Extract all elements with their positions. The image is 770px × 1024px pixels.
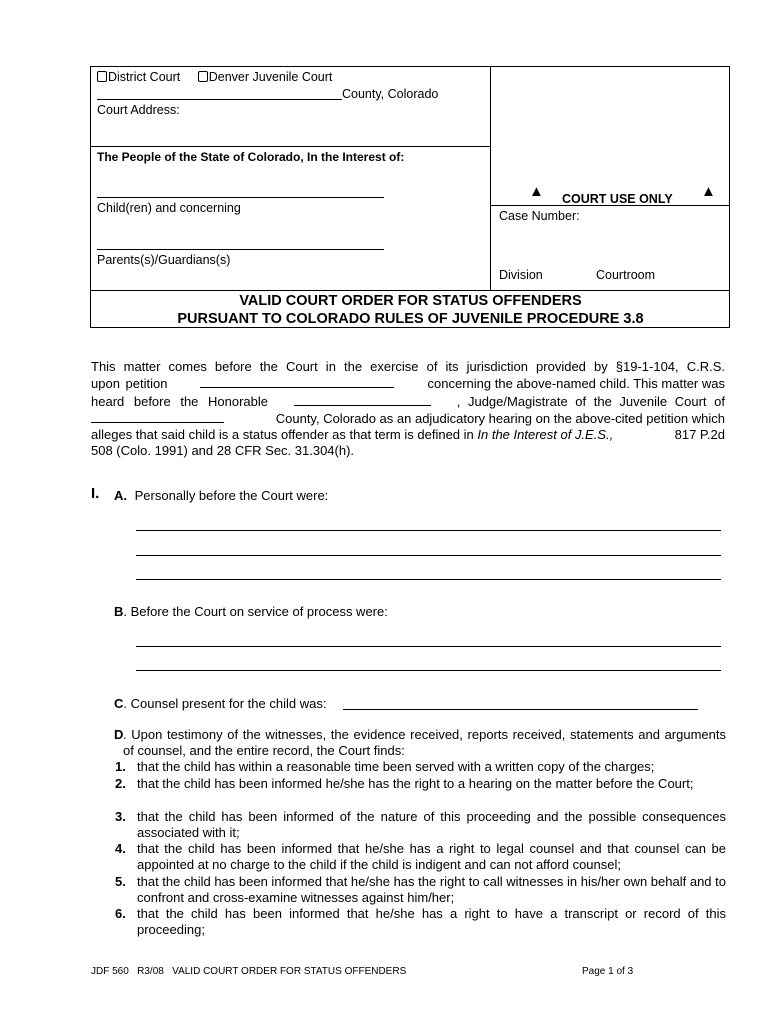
finding-text: that the child has been informed of the nature of this proceeding and the possible consequences associated with it; (137, 809, 726, 841)
parents-name-blank[interactable] (97, 249, 384, 250)
denver-juvenile-court-label: Denver Juvenile Court (208, 70, 333, 84)
case-citation: In the Interest of J.E.S., (477, 427, 614, 443)
parents-label: Parents(s)/Guardians(s) (97, 253, 231, 267)
section-b-letter: B (114, 604, 124, 619)
people-heading: The People of the State of Colorado, In the Interest of: (97, 150, 405, 164)
section-c-text: . Counsel present for the child was: (123, 696, 327, 711)
counsel-blank[interactable] (343, 709, 698, 710)
children-label: Child(ren) and concerning (97, 201, 241, 215)
section-a (114, 488, 328, 503)
intro-line: This matter comes before the Court in the exercise of its jurisdiction provided by §19-1-104, C.R.S. (91, 359, 725, 374)
county-name-blank[interactable] (91, 410, 224, 423)
district-court-label: District Court (108, 70, 181, 84)
finding-item (115, 841, 726, 874)
intro-text: , Judge/Magistrate of the Juvenile Court of (456, 393, 725, 409)
attendee-line[interactable] (136, 530, 721, 531)
finding-number: 5. (115, 874, 126, 889)
finding-number: 1. (115, 759, 126, 774)
finding-item (115, 759, 726, 775)
finding-number: 4. (115, 841, 126, 856)
finding-text: that the child has been informed he/she has the right to a hearing on the matter before the Court; (137, 776, 694, 791)
finding-number: 3. (115, 809, 126, 824)
intro-text: 817 P.2d (674, 427, 725, 443)
intro-line (91, 375, 725, 392)
case-number-label: Case Number: (499, 209, 580, 223)
finding-text: that the child has been informed that he/she has a right to have a transcript or record of this proceeding; (137, 906, 726, 938)
intro-paragraph (91, 359, 725, 460)
service-line[interactable] (136, 670, 721, 671)
intro-line (91, 410, 725, 427)
finding-item (115, 776, 726, 792)
court-address-label: Court Address: (97, 103, 180, 117)
intro-text: alleges that said child is a status offender as that term is defined in (91, 427, 474, 443)
section-b (114, 604, 388, 619)
section-b-text: . Before the Court on service of process were: (123, 604, 388, 619)
petition-number-blank[interactable] (200, 375, 394, 388)
intro-line (91, 427, 725, 443)
intro-text: County, Colorado as an adjudicatory hearing on the above-cited petition which (275, 410, 725, 426)
section-c (114, 696, 326, 711)
finding-item (115, 906, 726, 939)
up-arrow-icon: ▲ (701, 183, 716, 200)
page-subtitle: PURSUANT TO COLORADO RULES OF JUVENILE PROCEDURE 3.8 (177, 311, 644, 327)
page-title: VALID COURT ORDER FOR STATUS OFFENDERS (239, 293, 582, 309)
court-options (97, 70, 332, 84)
denver-juvenile-court-checkbox[interactable] (198, 71, 208, 82)
section-roman-numeral: I. (91, 485, 100, 502)
attendee-line[interactable] (136, 555, 721, 556)
finding-item (115, 874, 726, 907)
county-suffix: County, Colorado (342, 87, 439, 101)
section-c-letter: C (114, 696, 124, 711)
intro-line: 508 (Colo. 1991) and 28 CFR Sec. 31.304(h). (91, 443, 355, 459)
finding-text: that the child has been informed that he/she has a right to legal counsel and that counsel can be appointed at no charge to the child if the child is indigent and can not afford counsel; (137, 841, 726, 873)
section-d-text: . Upon testimony of the witnesses, the evidence received, reports received, statements and arguments of counsel, and the entire record, the Court finds: (123, 727, 726, 759)
county-blank[interactable] (97, 99, 342, 100)
up-arrow-icon: ▲ (529, 183, 544, 200)
division-label: Division (499, 268, 543, 282)
section-d-letter: D (114, 727, 124, 742)
caption-divider-horizontal (90, 290, 730, 291)
service-line[interactable] (136, 646, 721, 647)
intro-text: concerning the above-named child. This matter was (427, 376, 725, 392)
finding-text: that the child has within a reasonable time been served with a written copy of the charges; (137, 759, 655, 774)
courtroom-label: Courtroom (596, 268, 656, 282)
finding-item (115, 809, 726, 842)
section-a-text: Personally before the Court were: (134, 488, 329, 503)
finding-number: 2. (115, 776, 126, 791)
form-id-footer: JDF 560 R3/08 VALID COURT ORDER FOR STATUS OFFENDERS (91, 966, 407, 977)
finding-text: that the child has been informed that he/she has the right to call witnesses in his/her own behalf and to confront and cross-examine witnesses against him/her; (137, 874, 726, 906)
child-name-blank[interactable] (97, 197, 384, 198)
attendee-line[interactable] (136, 579, 721, 580)
caption-divider-vertical (490, 66, 491, 291)
finding-number: 6. (115, 906, 126, 921)
people-divider (90, 146, 490, 147)
court-use-only-label: COURT USE ONLY (562, 192, 673, 206)
judge-name-blank[interactable] (294, 393, 431, 406)
section-a-letter: A. (114, 488, 127, 503)
intro-text: heard before the Honorable (91, 393, 269, 409)
district-court-checkbox[interactable] (97, 71, 107, 82)
page-number: Page 1 of 3 (582, 966, 634, 977)
intro-text: upon petition (91, 376, 168, 392)
intro-line (91, 393, 725, 410)
